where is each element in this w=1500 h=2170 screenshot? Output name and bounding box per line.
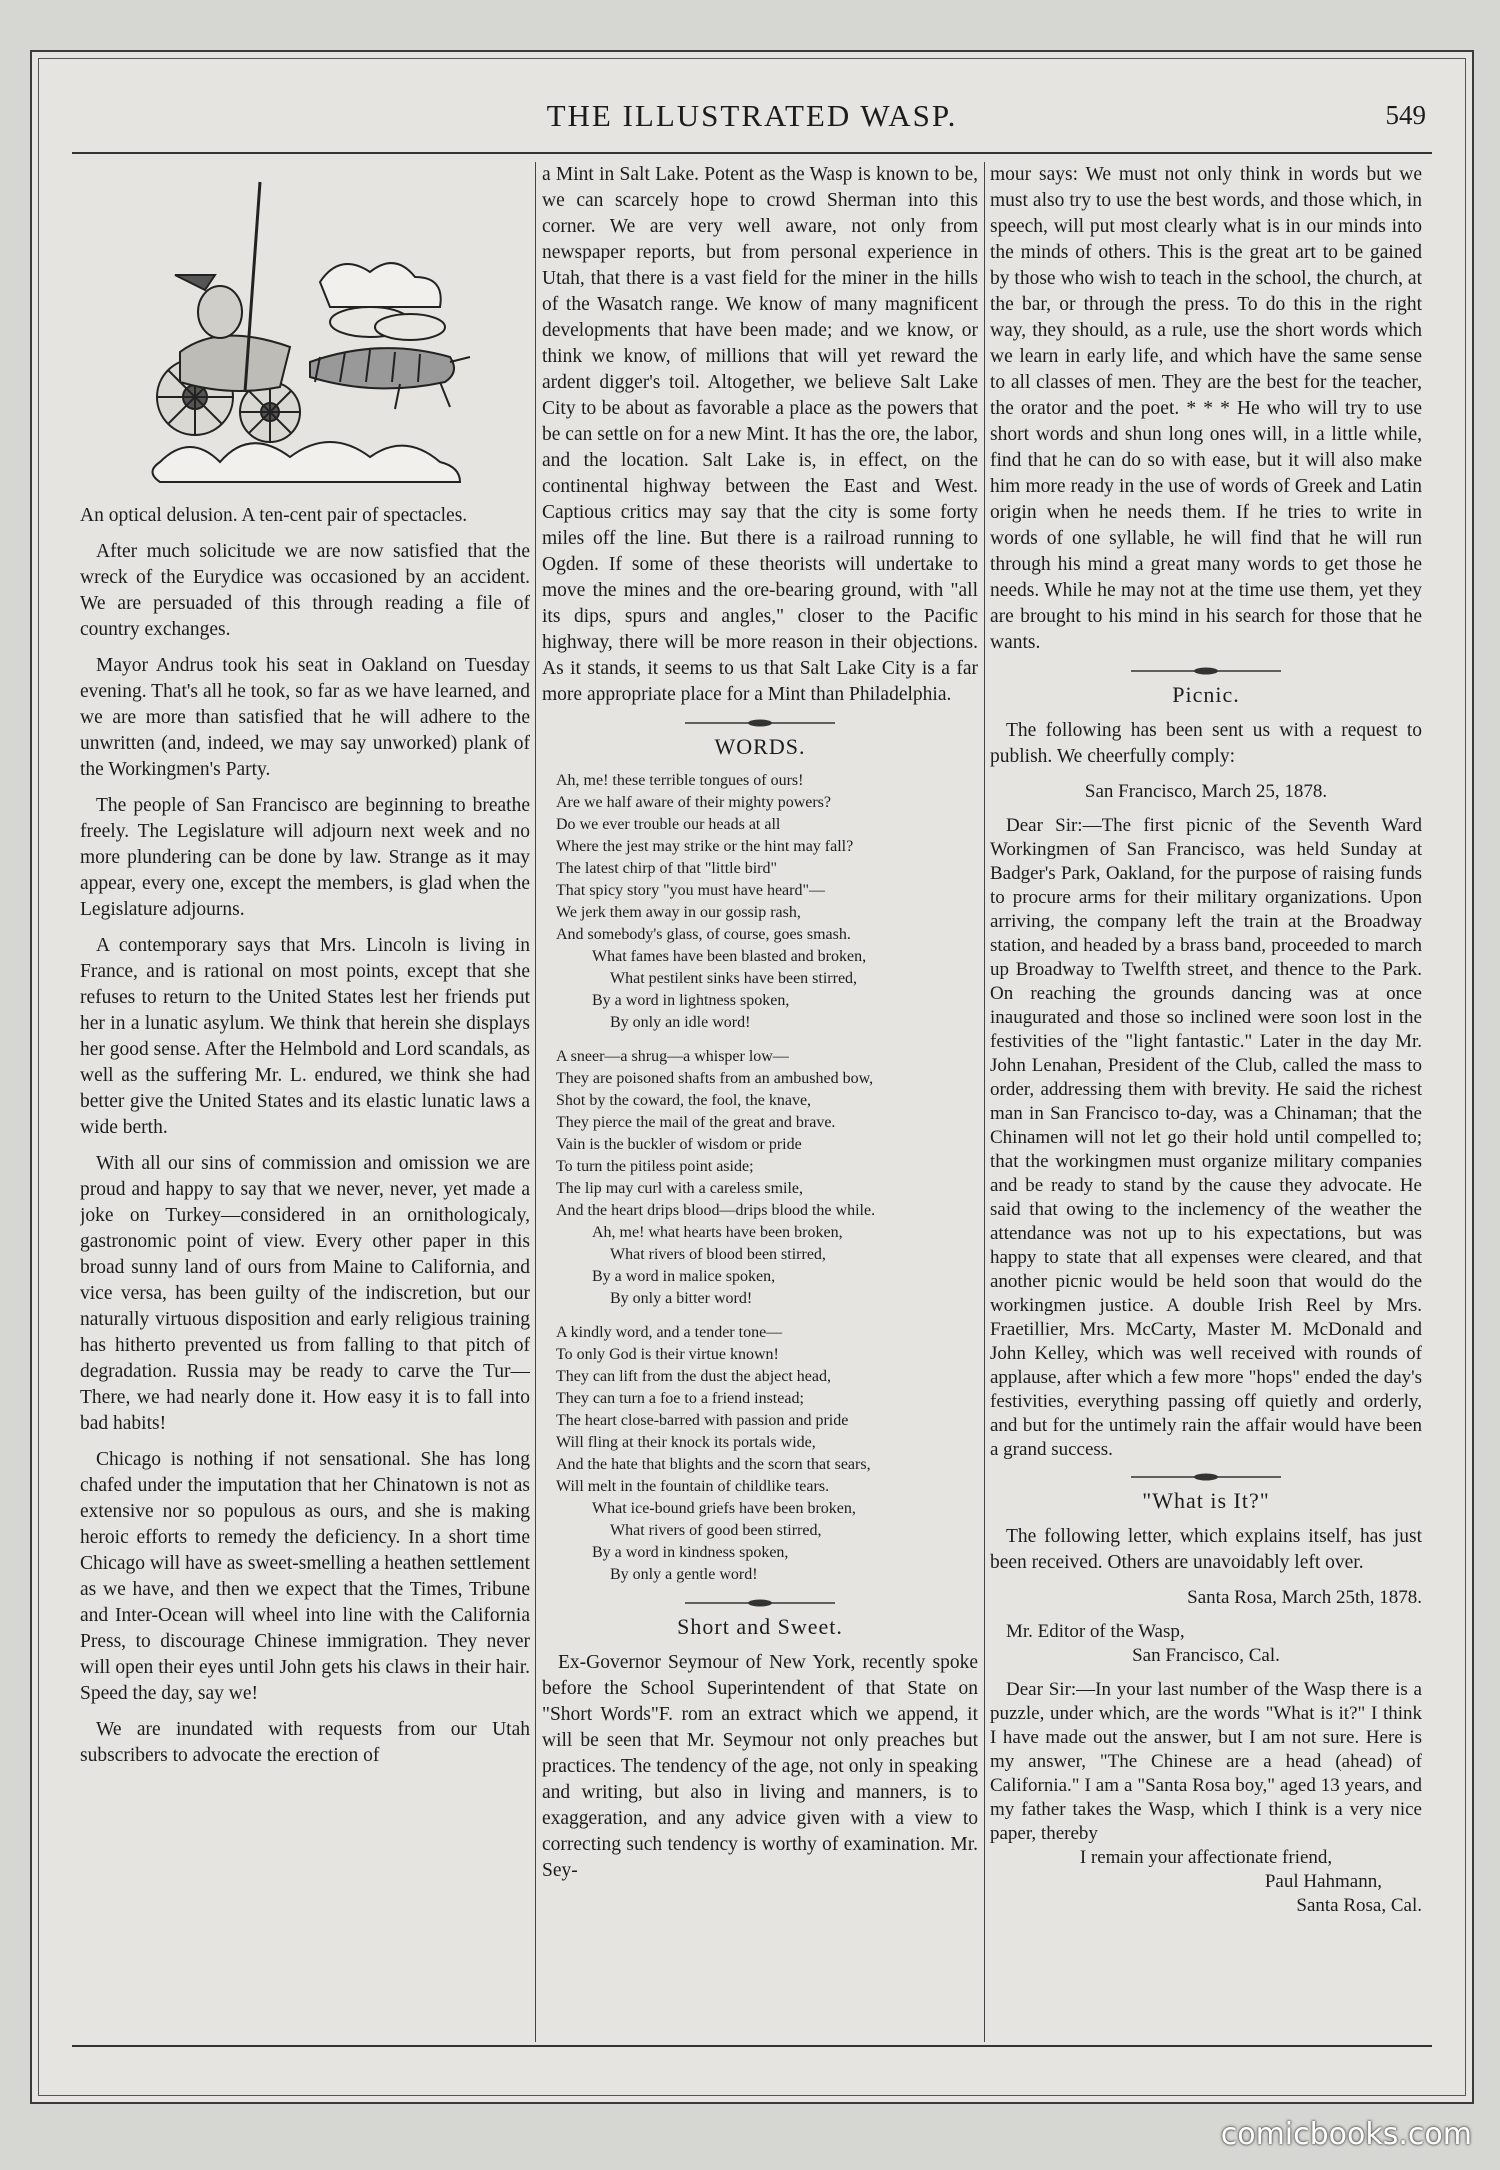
newspaper-page <box>30 50 1474 2104</box>
poem-line: What rivers of good been stirred, <box>610 1522 822 1539</box>
poem-stanza <box>556 1322 978 1586</box>
letter-signature: Paul Hahmann, <box>1264 1871 1382 1892</box>
paragraph: Ex-Governor Seymour of New York, recently spoke before the School Superintendent of that State on "Short Words"F. rom an extract which we append, it will be seen that Mr. Seymour not only preaches but practices. The tendency of the age, not only in speaking and writing, but also in living and manners, is to exaggeration, and any advice given with a view to correcting such tendency is worthy of examination. Mr. Sey- <box>542 1652 978 1881</box>
section-ornament <box>542 718 978 728</box>
wasp-chariot-illustration <box>120 162 500 492</box>
poem-line: And the hate that blights and the scorn that sears, <box>556 1456 871 1473</box>
paragraph: With all our sins of commission and omission we are proud and happy to say that we never, never, yet made a joke on Turkey—considered in an ornithologicaly, gastronomic point of view. Every other paper in this broad sunny land of ours from Maine to California, and vice versa, has been guilty of the indiscretion, but our naturally virtuous disposition and early religious training has hitherto prevented us from falling to that pitch of degradation. Russia may be ready to carve the Tur—There, we had nearly done it. How easy it is to fall into bad habits! <box>80 1153 530 1434</box>
paragraph: We are inundated with requests from our Utah subscribers to advocate the erection of <box>80 1719 530 1766</box>
poem-line: By only a gentle word! <box>610 1566 758 1583</box>
poem-line: What rivers of blood been stirred, <box>610 1246 826 1263</box>
poem-line: Are we half aware of their mighty powers? <box>556 794 831 811</box>
section-title: Short and Sweet. <box>677 1614 843 1639</box>
poem-line: They pierce the mail of the great and brave. <box>556 1114 836 1131</box>
picnic-letter <box>990 780 1422 1462</box>
paragraph: The following letter, which explains itself, has just been received. Others are unavoidably left over. <box>990 1526 1422 1573</box>
poem-line: A sneer—a shrug—a whisper low— <box>556 1048 789 1065</box>
poem-line: What pestilent sinks have been stirred, <box>610 970 858 987</box>
column-2 <box>542 162 978 2042</box>
paragraph: Dear Sir:—The first picnic of the Seventh Ward Workingmen of San Francisco, was held Sunday at Badger's Park, Oakland, for the purpose of raising funds to procure arms for their military organizations. Upon arriving, the company left the train at the Broadway station, and headed by a brass band, proceeded to march up Broadway to Twelfth street, and thence to the Park. On reaching the grounds dancing was at once inaugurated and those so inclined were soon lost in the festivities of the "light fantastic." Later in the day Mr. John Lenahan, President of the Club, called the mass to order, addressing them with brevity. He said the richest man in San Francisco to-day, was a Chinaman; that the Chinamen will not let go their hold until compelled to; that the workingmen must organize military companies and be ready to stand by the cause they advocate. He said that owing to the inclemency of the weather the attendance was not up to his expectations, but was happy to state that all expenses were cleared, and that another picnic would be held soon that would do the workingmen justice. A double Irish Reel by Mrs. Fraetillier, Mrs. McCarty, Master M. McDonald and John Kelley, which was well received with rounds of applause, after which a few more "hops" ended the day's festivities, everything passing off quietly and orderly, and but for the untimely rain the affair would have been a grand success. <box>990 815 1422 1460</box>
poem-line: Will melt in the fountain of childlike tears. <box>556 1478 830 1495</box>
letter-address: San Francisco, Cal. <box>1132 1645 1280 1666</box>
paragraph: After much solicitude we are now satisfied that the wreck of the Eurydice was occasioned by an accident. We are persuaded of this through reading a file of country exchanges. <box>80 541 530 640</box>
letter-date: San Francisco, March 25, 1878. <box>1084 781 1328 802</box>
paragraph: a Mint in Salt Lake. Potent as the Wasp is known to be, we can scarcely hope to crowd Sherman into this corner. We are very well aware, not only from newspaper reports, but from personal experience in Utah, that there is a vast field for the miner in the hills of the Wasatch range. We know of many magnificent developments that have been made; and we know, or think we know, of millions that will yet reward the ardent digger's toil. Altogether, we believe Salt Lake City to be about as favorable a place as the powers that be can settle on for a new Mint. It has the ore, the labor, and the location. Salt Lake is, in effect, on the continental highway between the East and West. Captious critics may say that the city is some forty miles off the line. But there is a railroad running to Ogden. If some of these theorists will undertake to move the mines and the ore-bearing ground, with "all its dips, spurs and angles," closer to the Pacific highway, there will be more reason in their objections. As it stands, it seems to us that Salt Lake City is a far more appropriate place for a Mint than Philadelphia. <box>542 164 978 705</box>
poem-line: Do we ever trouble our heads at all <box>556 816 781 833</box>
poem-line: And somebody's glass, of course, goes smash. <box>556 926 851 943</box>
poem-line: To turn the pitiless point aside; <box>556 1158 754 1175</box>
poem-line: They can lift from the dust the abject head, <box>556 1368 832 1385</box>
poem-line: By a word in lightness spoken, <box>592 992 790 1009</box>
poem-title: WORDS. <box>714 734 806 759</box>
section-ornament <box>542 1598 978 1608</box>
page-number: 549 <box>1385 100 1426 130</box>
letter-signature-place: Santa Rosa, Cal. <box>1296 1895 1422 1916</box>
paragraph: The people of San Francisco are beginning to breathe freely. The Legislature will adjourn next week and no more plundering can be done by law. Strange as it may appear, every one, except the members, is glad when the Legislature adjourns. <box>80 795 530 920</box>
poem-line: What ice-bound griefs have been broken, <box>592 1500 856 1517</box>
poem-line: Will fling at their knock its portals wide, <box>556 1434 816 1451</box>
poem-line: Ah, me! these terrible tongues of ours! <box>556 772 804 789</box>
poem-line: By only a bitter word! <box>610 1290 753 1307</box>
page-header <box>72 92 1432 154</box>
paragraph: mour says: We must not only think in words but we must also try to use the best words, and those which, in speech, will put most clearly what is in our minds into the minds of others. This is the great art to be gained by those who wish to teach in the school, the church, at the bar, or through the press. To do this in the right way, they should, as a rule, use the short words which we learn in early life, and which have the same sense to all classes of men. They are the best for the teacher, the orator and the poet. * * * He who will try to use short words and shun long ones will, in a little while, find that he can do so with ease, but it will also make him more ready in the use of words of Greek and Latin origin when he needs them. If he tries to write in words of one syllable, he will find that he will run through his mind a great many words to get those he needs. While he may not at the time use them, yet they are brought to his mind in his search for those that he wants. <box>990 164 1422 653</box>
paragraph: Chicago is nothing if not sensational. She has long chafed under the imputation that her Chinatown is not as extensive nor so populous as ours, and she is making heroic efforts to remedy the deficiency. In a short time Chicago will have as sweet-smelling a heathen settlement as we have, and then we expect that the Times, Tribune and Inter-Ocean will wheel into line with the California Press, to discourage Chinese immigration. They never will open their eyes until John gets his claws in their hair. Speed the day, say we! <box>80 1449 530 1704</box>
letter-salutation: Mr. Editor of the Wasp, <box>1006 1621 1185 1642</box>
reader-letter <box>990 1586 1422 1918</box>
column-1 <box>80 162 530 2042</box>
section-ornament <box>990 1472 1422 1482</box>
poem-line: By a word in malice spoken, <box>592 1268 776 1285</box>
poem-line: The heart close-barred with passion and pride <box>556 1412 849 1429</box>
poem-line: By a word in kindness spoken, <box>592 1544 789 1561</box>
column-rule <box>984 162 985 2042</box>
poem-line: The latest chirp of that "little bird" <box>556 860 777 877</box>
letter-closing: I remain your affectionate friend, <box>1079 1847 1333 1868</box>
poem-line: To only God is their virtue known! <box>556 1346 779 1363</box>
poem-stanza <box>556 770 978 1034</box>
paragraph: Mayor Andrus took his seat in Oakland on Tuesday evening. That's all he took, so far as we have learned, and we are more than satisfied that he will adhere to the unwritten (and, indeed, we may say unworked) plank of the Workingmen's Party. <box>80 655 530 780</box>
column-rule <box>535 162 536 2042</box>
section-ornament <box>990 666 1422 676</box>
poem-line: They can turn a foe to a friend instead; <box>556 1390 804 1407</box>
poem-line: Vain is the buckler of wisdom or pride <box>556 1136 802 1153</box>
letter-date: Santa Rosa, March 25th, 1878. <box>1187 1587 1422 1608</box>
poem-line: The lip may curl with a careless smile, <box>556 1180 804 1197</box>
paragraph: An optical delusion. A ten-cent pair of spectacles. <box>80 505 468 526</box>
poem-line: A kindly word, and a tender tone— <box>556 1324 783 1341</box>
poem-line: Ah, me! what hearts have been broken, <box>592 1224 843 1241</box>
poem-line: What fames have been blasted and broken, <box>592 948 867 965</box>
poem-line: Shot by the coward, the fool, the knave, <box>556 1092 812 1109</box>
paragraph: A contemporary says that Mrs. Lincoln is living in France, and is rational on most points, except that she refuses to return to the United States lest her friends put her in a lunatic asylum. We think that herein she displays her good sense. After the Helmbold and Lord scandals, as well as the suffering Mr. L. endured, we think she had better give the United States and its elastic lunatic laws a wide berth. <box>80 935 530 1138</box>
column-3 <box>990 162 1422 2042</box>
poem-line: They are poisoned shafts from an ambushed bow, <box>556 1070 874 1087</box>
page-title: THE ILLUSTRATED WASP. <box>546 98 958 133</box>
section-title: Picnic. <box>1172 682 1240 707</box>
poem-line: By only an idle word! <box>610 1014 751 1031</box>
bottom-rule <box>72 2045 1432 2047</box>
poem-stanza <box>556 1046 978 1310</box>
paragraph: Dear Sir:—In your last number of the Wasp there is a puzzle, under which, are the words "What is it?" I think I have made out the answer, but I am not sure. Here is my answer, "The Chinese are a head (ahead) of California." I am a "Santa Rosa boy," aged 13 years, and my father takes the Wasp, which I think is a very nice paper, thereby <box>990 1679 1422 1844</box>
poem-line: And the heart drips blood—drips blood the while. <box>556 1202 876 1219</box>
poem-line: We jerk them away in our gossip rash, <box>556 904 801 921</box>
paragraph: The following has been sent us with a request to publish. We cheerfully comply: <box>990 720 1422 767</box>
section-title: "What is It?" <box>1142 1488 1270 1513</box>
watermark: comicbooks.com <box>1220 2117 1472 2152</box>
poem-line: That spicy story "you must have heard"— <box>556 882 826 899</box>
poem-line: Where the jest may strike or the hint may fall? <box>556 838 854 855</box>
poem-words <box>556 770 978 1586</box>
